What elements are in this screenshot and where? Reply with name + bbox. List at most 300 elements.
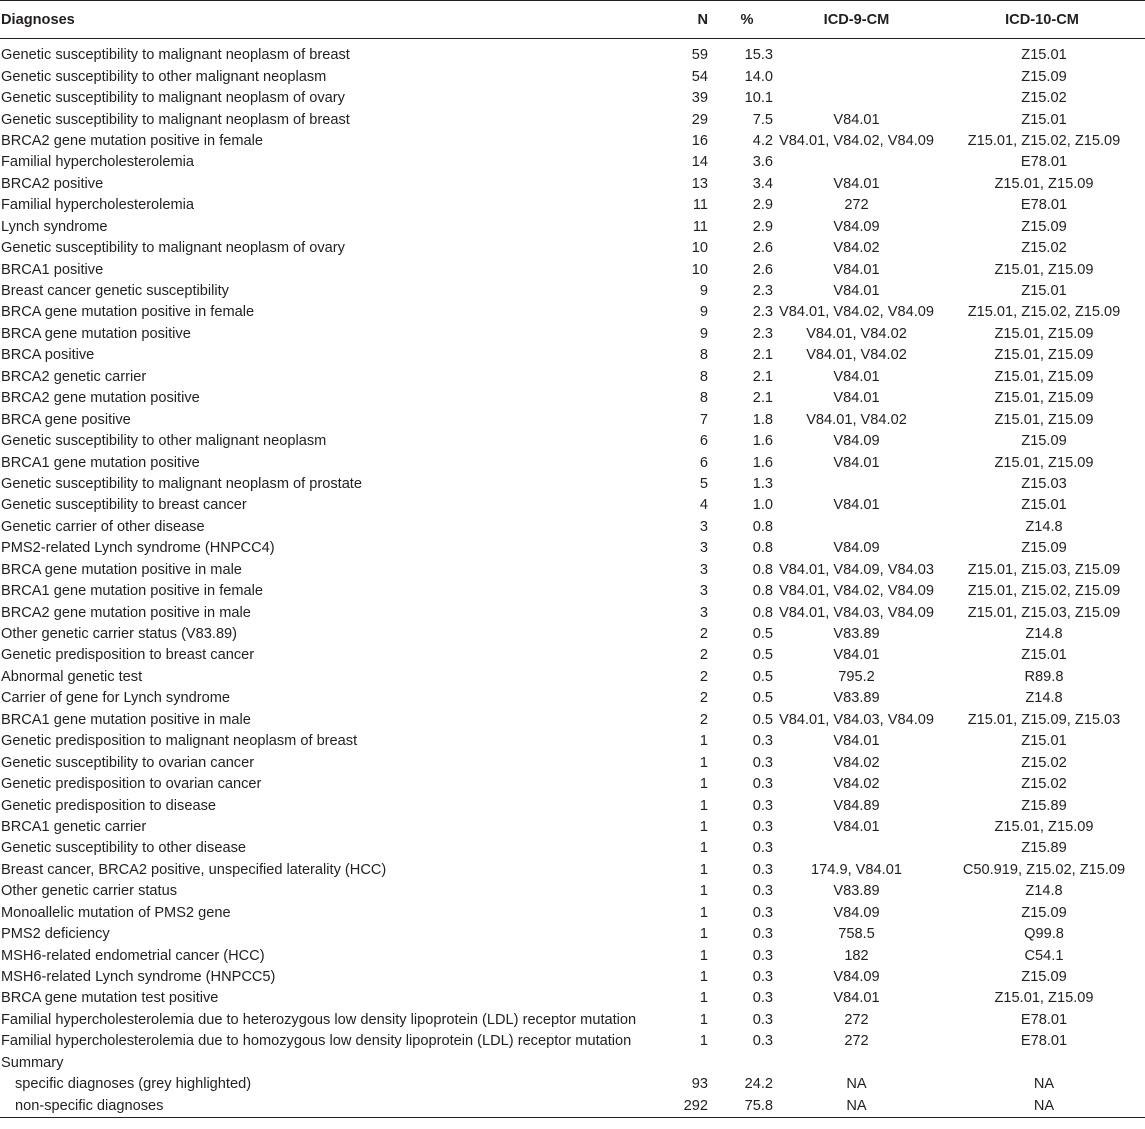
icd9-cell: V84.09 [833, 904, 880, 921]
header-n: N [672, 1, 716, 39]
diagnosis-cell: specific diagnoses (grey highlighted) [15, 1076, 252, 1093]
table-row [0, 217, 1145, 238]
icd9-cell: V84.01, V84.02 [806, 325, 907, 342]
table-row [0, 1074, 1145, 1095]
icd9-cell: V84.02 [833, 754, 880, 771]
diagnosis-cell: BRCA gene mutation positive in male [1, 561, 242, 578]
diagnosis-cell: Familial hypercholesterolemia [1, 197, 195, 214]
summary-label: Summary [1, 1054, 64, 1071]
table-row [0, 645, 1145, 666]
table-row [0, 88, 1145, 109]
n-cell: 1 [699, 904, 708, 921]
diagnosis-cell: Genetic susceptibility to other malignant neoplasm [1, 68, 327, 85]
icd10-cell: Z15.01, Z15.09 [994, 175, 1094, 192]
n-cell: 2 [699, 690, 708, 707]
diagnosis-cell: Genetic predisposition to breast cancer [1, 647, 255, 664]
diagnosis-cell: BRCA1 gene mutation positive [1, 454, 200, 471]
icd9-cell: V84.09 [833, 540, 880, 557]
table-row [0, 988, 1145, 1009]
table-row [0, 367, 1145, 388]
table-row [0, 302, 1145, 323]
icd9-cell: 182 [844, 947, 869, 964]
table-row [0, 174, 1145, 195]
icd9-cell [774, 474, 939, 495]
diagnosis-cell: MSH6-related endometrial cancer (HCC) [1, 947, 265, 964]
n-cell: 1 [699, 969, 708, 986]
icd10-cell: Z15.01 [1021, 111, 1067, 128]
n-cell: 3 [699, 518, 708, 535]
icd9-cell: V84.01 [833, 111, 880, 128]
diagnosis-cell: BRCA gene mutation positive in female [1, 304, 255, 321]
n-cell: 3 [699, 540, 708, 557]
diagnosis-cell: Breast cancer genetic susceptibility [1, 283, 229, 300]
table-row [0, 109, 1145, 130]
table-row [0, 1095, 1145, 1117]
diagnosis-cell: Genetic susceptibility to malignant neoplasm of breast [1, 111, 350, 128]
percent-cell: 0.5 [752, 690, 773, 707]
icd10-cell: Z15.09 [1021, 540, 1067, 557]
n-cell: 9 [699, 304, 708, 321]
icd9-cell: 795.2 [838, 668, 875, 685]
percent-cell: 0.8 [752, 604, 773, 621]
percent-cell: 0.3 [752, 926, 773, 943]
n-cell: 292 [672, 1095, 716, 1117]
table-row [0, 688, 1145, 709]
n-cell: 59 [691, 47, 708, 64]
table-row [0, 795, 1145, 816]
n-cell: 1 [699, 754, 708, 771]
icd10-cell: E78.01 [1020, 197, 1068, 214]
diagnosis-cell: Genetic carrier of other disease [1, 518, 205, 535]
diagnosis-cell: MSH6-related Lynch syndrome (HNPCC5) [1, 969, 276, 986]
table-row [0, 517, 1145, 538]
icd10-cell: Z15.09 [1021, 218, 1067, 235]
icd9-cell [774, 838, 939, 859]
n-cell: 6 [699, 454, 708, 471]
n-cell: 11 [692, 197, 708, 214]
icd10-cell: Z15.01, Z15.09, Z15.03 [967, 711, 1121, 728]
table-row [0, 667, 1145, 688]
percent-cell: 0.3 [752, 840, 773, 857]
percent-cell: 2.3 [752, 325, 773, 342]
icd9-cell: V84.09 [833, 969, 880, 986]
diagnosis-cell: BRCA2 gene mutation positive [1, 390, 200, 407]
n-cell: 2 [699, 668, 708, 685]
icd9-cell: V84.01, V84.02, V84.09 [779, 132, 934, 149]
percent-cell: 0.3 [752, 861, 773, 878]
table-row [0, 495, 1145, 516]
n-cell: 2 [699, 626, 708, 643]
icd9-cell: V84.09 [833, 218, 880, 235]
percent-cell: 1.0 [752, 497, 773, 514]
icd10-cell: Z14.8 [1025, 518, 1063, 535]
icd10-cell: Z15.01, Z15.09 [994, 368, 1094, 385]
icd10-cell: Z15.09 [1021, 68, 1067, 85]
n-cell: 7 [699, 411, 708, 428]
icd10-cell: Z15.02 [1021, 776, 1067, 793]
n-cell: 1 [699, 733, 708, 750]
percent-cell: 0.3 [752, 904, 773, 921]
percent-cell: 0.8 [752, 540, 773, 557]
table-row [0, 431, 1145, 452]
diagnosis-cell: Lynch syndrome [1, 218, 108, 235]
n-cell: 8 [699, 368, 708, 385]
percent-cell: 0.5 [752, 711, 773, 728]
n-cell: 10 [691, 261, 708, 278]
icd9-cell: V84.01 [833, 261, 880, 278]
diagnosis-cell: Genetic predisposition to ovarian cancer [1, 776, 262, 793]
percent-cell: 2.1 [752, 347, 773, 364]
diagnosis-cell: Familial hypercholesterolemia due to heterozygous low density lipoprotein (LDL) receptor mutation [1, 1011, 637, 1028]
icd9-cell: V84.01 [833, 497, 880, 514]
percent-cell: 0.3 [752, 776, 773, 793]
table-row [0, 66, 1145, 87]
icd9-cell: V84.01, V84.09, V84.03 [779, 561, 934, 578]
diagnosis-cell: Genetic susceptibility to breast cancer [1, 497, 247, 514]
table-row [0, 345, 1145, 366]
icd10-cell: E78.01 [1020, 1033, 1068, 1050]
icd10-cell: Z15.09 [1021, 969, 1067, 986]
icd9-cell: V83.89 [833, 626, 880, 643]
percent-cell: 2.6 [752, 261, 773, 278]
icd9-cell: V83.89 [833, 690, 880, 707]
table-row [0, 409, 1145, 430]
percent-cell: 14.0 [744, 68, 773, 85]
icd9-cell [774, 88, 939, 109]
percent-cell: 0.3 [752, 733, 773, 750]
icd10-cell: Z15.01 [1021, 497, 1067, 514]
percent-cell: 1.6 [752, 433, 773, 450]
percent-cell: 3.6 [752, 154, 773, 171]
percent-cell: 0.8 [752, 518, 773, 535]
table-row [0, 259, 1145, 280]
n-cell: 8 [699, 390, 708, 407]
table-row [0, 238, 1145, 259]
percent-cell: 2.9 [752, 218, 773, 235]
icd10-cell: Z15.01, Z15.09 [994, 818, 1094, 835]
n-cell: 11 [692, 218, 708, 235]
icd10-cell: Z15.01 [1021, 733, 1067, 750]
percent-cell: 0.3 [752, 883, 773, 900]
icd10-cell: Z15.01, Z15.09 [994, 347, 1094, 364]
table-row [0, 881, 1145, 902]
table-row [0, 860, 1145, 881]
icd10-cell: Z15.01, Z15.09 [994, 411, 1094, 428]
diagnosis-cell: Abnormal genetic test [1, 668, 143, 685]
n-cell: 93 [691, 1076, 708, 1093]
icd10-cell: R89.8 [1024, 668, 1064, 685]
icd9-cell: V84.02 [833, 776, 880, 793]
icd10-cell: Z15.01 [1021, 647, 1067, 664]
table-row [0, 560, 1145, 581]
n-cell: 9 [699, 283, 708, 300]
table-row [0, 817, 1145, 838]
diagnosis-cell: BRCA gene positive [1, 411, 131, 428]
table-row [0, 131, 1145, 152]
icd10-cell: Z14.8 [1025, 626, 1063, 643]
icd9-cell: V84.01 [833, 818, 880, 835]
percent-cell: 4.2 [752, 132, 773, 149]
icd9-cell: V84.01 [833, 283, 880, 300]
percent-cell: 15.3 [744, 47, 773, 64]
icd10-cell: Z15.02 [1021, 90, 1067, 107]
diagnosis-cell: Breast cancer, BRCA2 positive, unspecified laterality (HCC) [1, 861, 387, 878]
icd9-cell [774, 45, 939, 66]
table-row [0, 624, 1145, 645]
diagnosis-cell: Carrier of gene for Lynch syndrome [1, 690, 231, 707]
diagnosis-cell: Genetic susceptibility to other disease [1, 840, 246, 857]
icd10-cell: Z15.01, Z15.03, Z15.09 [967, 561, 1121, 578]
percent-cell: 10.1 [744, 90, 773, 107]
icd10-cell: C54.1 [1024, 947, 1064, 964]
diagnosis-cell: Other genetic carrier status (V83.89) [1, 626, 238, 643]
icd10-cell: Z15.09 [1021, 904, 1067, 921]
percent-cell: 0.8 [752, 561, 773, 578]
percent-cell: 1.8 [752, 411, 773, 428]
table-row [0, 388, 1145, 409]
table-row [0, 152, 1145, 173]
table-row [0, 774, 1145, 795]
n-cell: 1 [699, 818, 708, 835]
icd10-cell: Z15.01, Z15.02, Z15.09 [967, 304, 1121, 321]
diagnosis-cell: Genetic predisposition to disease [1, 797, 216, 814]
icd9-cell: V84.01, V84.02 [806, 411, 907, 428]
percent-cell: 2.3 [752, 283, 773, 300]
percent-cell: 0.3 [752, 754, 773, 771]
table-body [0, 39, 1145, 1118]
table-row [0, 324, 1145, 345]
icd9-cell [774, 152, 939, 173]
percent-cell: 2.9 [752, 197, 773, 214]
percent-cell: 2.6 [752, 240, 773, 257]
n-cell: 1 [699, 883, 708, 900]
n-cell: 16 [691, 132, 708, 149]
icd9-cell: V84.01 [833, 990, 880, 1007]
table-row [0, 731, 1145, 752]
icd9-cell: V84.01, V84.02, V84.09 [779, 304, 934, 321]
n-cell: 5 [699, 475, 708, 492]
diagnosis-cell: non-specific diagnoses [0, 1095, 672, 1117]
header-icd10: ICD-10-CM [939, 1, 1145, 39]
n-cell: 3 [699, 561, 708, 578]
table-row [0, 281, 1145, 302]
icd9-cell: V84.01 [833, 368, 880, 385]
icd9-cell: 272 [844, 197, 869, 214]
n-cell: 13 [691, 175, 708, 192]
diagnosis-cell: BRCA1 gene mutation positive in male [1, 711, 251, 728]
diagnosis-cell: BRCA1 genetic carrier [1, 818, 147, 835]
header-percent: % [716, 1, 774, 39]
diagnosis-cell: BRCA2 gene mutation positive in male [1, 604, 251, 621]
icd9-cell: V84.01 [833, 454, 880, 471]
diagnosis-cell: Familial hypercholesterolemia [1, 154, 195, 171]
diagnosis-cell: Genetic predisposition to malignant neoplasm of breast [1, 733, 358, 750]
icd9-cell: V84.89 [833, 797, 880, 814]
table-row [0, 581, 1145, 602]
icd10-cell: Z15.01 [1021, 283, 1067, 300]
n-cell: 54 [691, 68, 708, 85]
icd10-cell: Z15.01, Z15.02, Z15.09 [967, 583, 1121, 600]
table-row [0, 903, 1145, 924]
n-cell: 2 [699, 711, 708, 728]
diagnosis-cell: PMS2 deficiency [1, 926, 110, 943]
icd9-cell: V84.01 [833, 175, 880, 192]
n-cell: 1 [699, 926, 708, 943]
icd10-cell: Z15.89 [1021, 797, 1067, 814]
percent-cell: 2.3 [752, 304, 773, 321]
table-row [0, 710, 1145, 731]
percent-cell: 24.2 [744, 1076, 773, 1093]
n-cell: 2 [699, 647, 708, 664]
table-row [0, 967, 1145, 988]
icd9-cell: V84.01 [833, 733, 880, 750]
diagnosis-cell: Genetic susceptibility to malignant neoplasm of prostate [1, 475, 362, 492]
n-cell: 1 [699, 861, 708, 878]
table-row [0, 1010, 1145, 1031]
percent-cell: 0.5 [752, 668, 773, 685]
icd10-cell: Z15.09 [1021, 433, 1067, 450]
percent-cell: 0.3 [752, 818, 773, 835]
icd9-cell [774, 517, 939, 538]
n-cell: 6 [699, 433, 708, 450]
table-row [0, 195, 1145, 216]
icd9-cell: NA [774, 1095, 939, 1117]
icd9-cell: V84.09 [833, 433, 880, 450]
n-cell: 8 [699, 347, 708, 364]
icd10-cell: Z15.01, Z15.03, Z15.09 [967, 604, 1121, 621]
n-cell: 1 [699, 797, 708, 814]
diagnosis-cell: BRCA2 positive [1, 175, 104, 192]
n-cell: 1 [699, 990, 708, 1007]
percent-cell: 2.1 [752, 368, 773, 385]
icd9-cell: V84.01 [833, 647, 880, 664]
n-cell: 1 [699, 947, 708, 964]
diagnosis-cell: Genetic susceptibility to malignant neoplasm of ovary [1, 240, 345, 257]
table-row [0, 924, 1145, 945]
icd9-cell: V84.01, V84.02, V84.09 [779, 583, 934, 600]
percent-cell: 2.1 [752, 390, 773, 407]
icd9-cell: 272 [844, 1033, 869, 1050]
percent-cell: 0.3 [752, 947, 773, 964]
table-row [0, 945, 1145, 966]
percent-cell: 0.8 [752, 583, 773, 600]
header-icd9: ICD-9-CM [774, 1, 939, 39]
n-cell: 9 [699, 325, 708, 342]
table-row [0, 452, 1145, 473]
percent-cell: 0.3 [752, 797, 773, 814]
n-cell: 1 [699, 776, 708, 793]
icd10-cell: Z15.89 [1021, 840, 1067, 857]
icd10-cell: Q99.8 [1024, 926, 1064, 943]
diagnosis-cell: BRCA1 gene mutation positive in female [1, 583, 264, 600]
table-row [0, 602, 1145, 623]
icd9-cell: V84.01, V84.03, V84.09 [779, 604, 934, 621]
table-row [0, 752, 1145, 773]
icd10-cell: Z15.01, Z15.02, Z15.09 [967, 132, 1121, 149]
diagnosis-cell: Familial hypercholesterolemia due to homozygous low density lipoprotein (LDL) receptor mutation [1, 1033, 632, 1050]
percent-cell: 0.5 [752, 647, 773, 664]
table-header [0, 1, 1145, 39]
icd10-cell: Z15.01, Z15.09 [994, 325, 1094, 342]
icd9-cell [774, 66, 939, 87]
icd10-cell: Z15.01, Z15.09 [994, 390, 1094, 407]
diagnosis-cell: BRCA positive [1, 347, 95, 364]
table-row [0, 838, 1145, 859]
percent-cell: 7.5 [752, 111, 773, 128]
diagnosis-cell: BRCA1 positive [1, 261, 104, 278]
percent-cell: 0.3 [752, 969, 773, 986]
n-cell: 39 [691, 90, 708, 107]
n-cell: 3 [699, 604, 708, 621]
table-row [0, 45, 1145, 66]
diagnosis-cell: BRCA gene mutation test positive [1, 990, 219, 1007]
percent-cell: 0.5 [752, 626, 773, 643]
n-cell: 4 [699, 497, 708, 514]
header-diagnoses: Diagnoses [0, 1, 672, 39]
icd9-cell: 174.9, V84.01 [811, 861, 902, 878]
summary-label-row [0, 1053, 1145, 1074]
icd10-cell: NA [939, 1095, 1145, 1117]
icd9-cell: V83.89 [833, 883, 880, 900]
diagnosis-cell: Genetic susceptibility to malignant neoplasm of breast [1, 47, 350, 64]
icd10-cell: Z15.01, Z15.09 [994, 261, 1094, 278]
n-cell: 3 [699, 583, 708, 600]
icd10-cell: Z14.8 [1025, 883, 1063, 900]
n-cell: 1 [699, 1011, 708, 1028]
icd9-cell: 272 [844, 1011, 869, 1028]
n-cell: 1 [699, 840, 708, 857]
diagnosis-cell: Genetic susceptibility to other malignant neoplasm [1, 433, 327, 450]
percent-cell: 1.3 [752, 475, 773, 492]
n-cell: 29 [691, 111, 708, 128]
icd10-cell: Z15.01, Z15.09 [994, 990, 1094, 1007]
percent-cell: 0.3 [752, 1033, 773, 1050]
icd10-cell: Z14.8 [1025, 690, 1063, 707]
header-row [0, 1, 1145, 39]
n-cell: 14 [691, 154, 708, 171]
table-row [0, 538, 1145, 559]
percent-cell: 0.3 [752, 990, 773, 1007]
diagnosis-cell: Monoallelic mutation of PMS2 gene [1, 904, 231, 921]
diagnosis-cell: BRCA2 genetic carrier [1, 368, 147, 385]
icd10-cell: NA [1033, 1076, 1055, 1093]
icd9-cell: NA [846, 1076, 867, 1093]
icd9-cell: 758.5 [838, 926, 875, 943]
table-row [0, 1031, 1145, 1052]
icd10-cell: E78.01 [1020, 154, 1068, 171]
table-row [0, 474, 1145, 495]
percent-cell: 0.3 [752, 1011, 773, 1028]
icd10-cell: Z15.02 [1021, 240, 1067, 257]
diagnosis-cell: PMS2-related Lynch syndrome (HNPCC4) [1, 540, 275, 557]
percent-cell: 1.6 [752, 454, 773, 471]
n-cell: 10 [691, 240, 708, 257]
diagnosis-cell: Other genetic carrier status [1, 883, 178, 900]
diagnosis-cell: Genetic susceptibility to ovarian cancer [1, 754, 255, 771]
icd10-cell: Z15.01 [1021, 47, 1067, 64]
diagnosis-cell: BRCA gene mutation positive [1, 325, 191, 342]
icd9-cell: V84.01, V84.02 [806, 347, 907, 364]
icd10-cell: Z15.03 [1021, 475, 1067, 492]
diagnosis-cell: BRCA2 gene mutation positive in female [1, 132, 264, 149]
n-cell: 1 [699, 1033, 708, 1050]
icd9-cell: V84.01, V84.03, V84.09 [779, 711, 934, 728]
icd10-cell: Z15.02 [1021, 754, 1067, 771]
percent-cell: 3.4 [752, 175, 773, 192]
icd10-cell: C50.919, Z15.02, Z15.09 [962, 861, 1126, 878]
diagnosis-cell: Genetic susceptibility to malignant neoplasm of ovary [1, 90, 345, 107]
icd9-cell: V84.02 [833, 240, 880, 257]
